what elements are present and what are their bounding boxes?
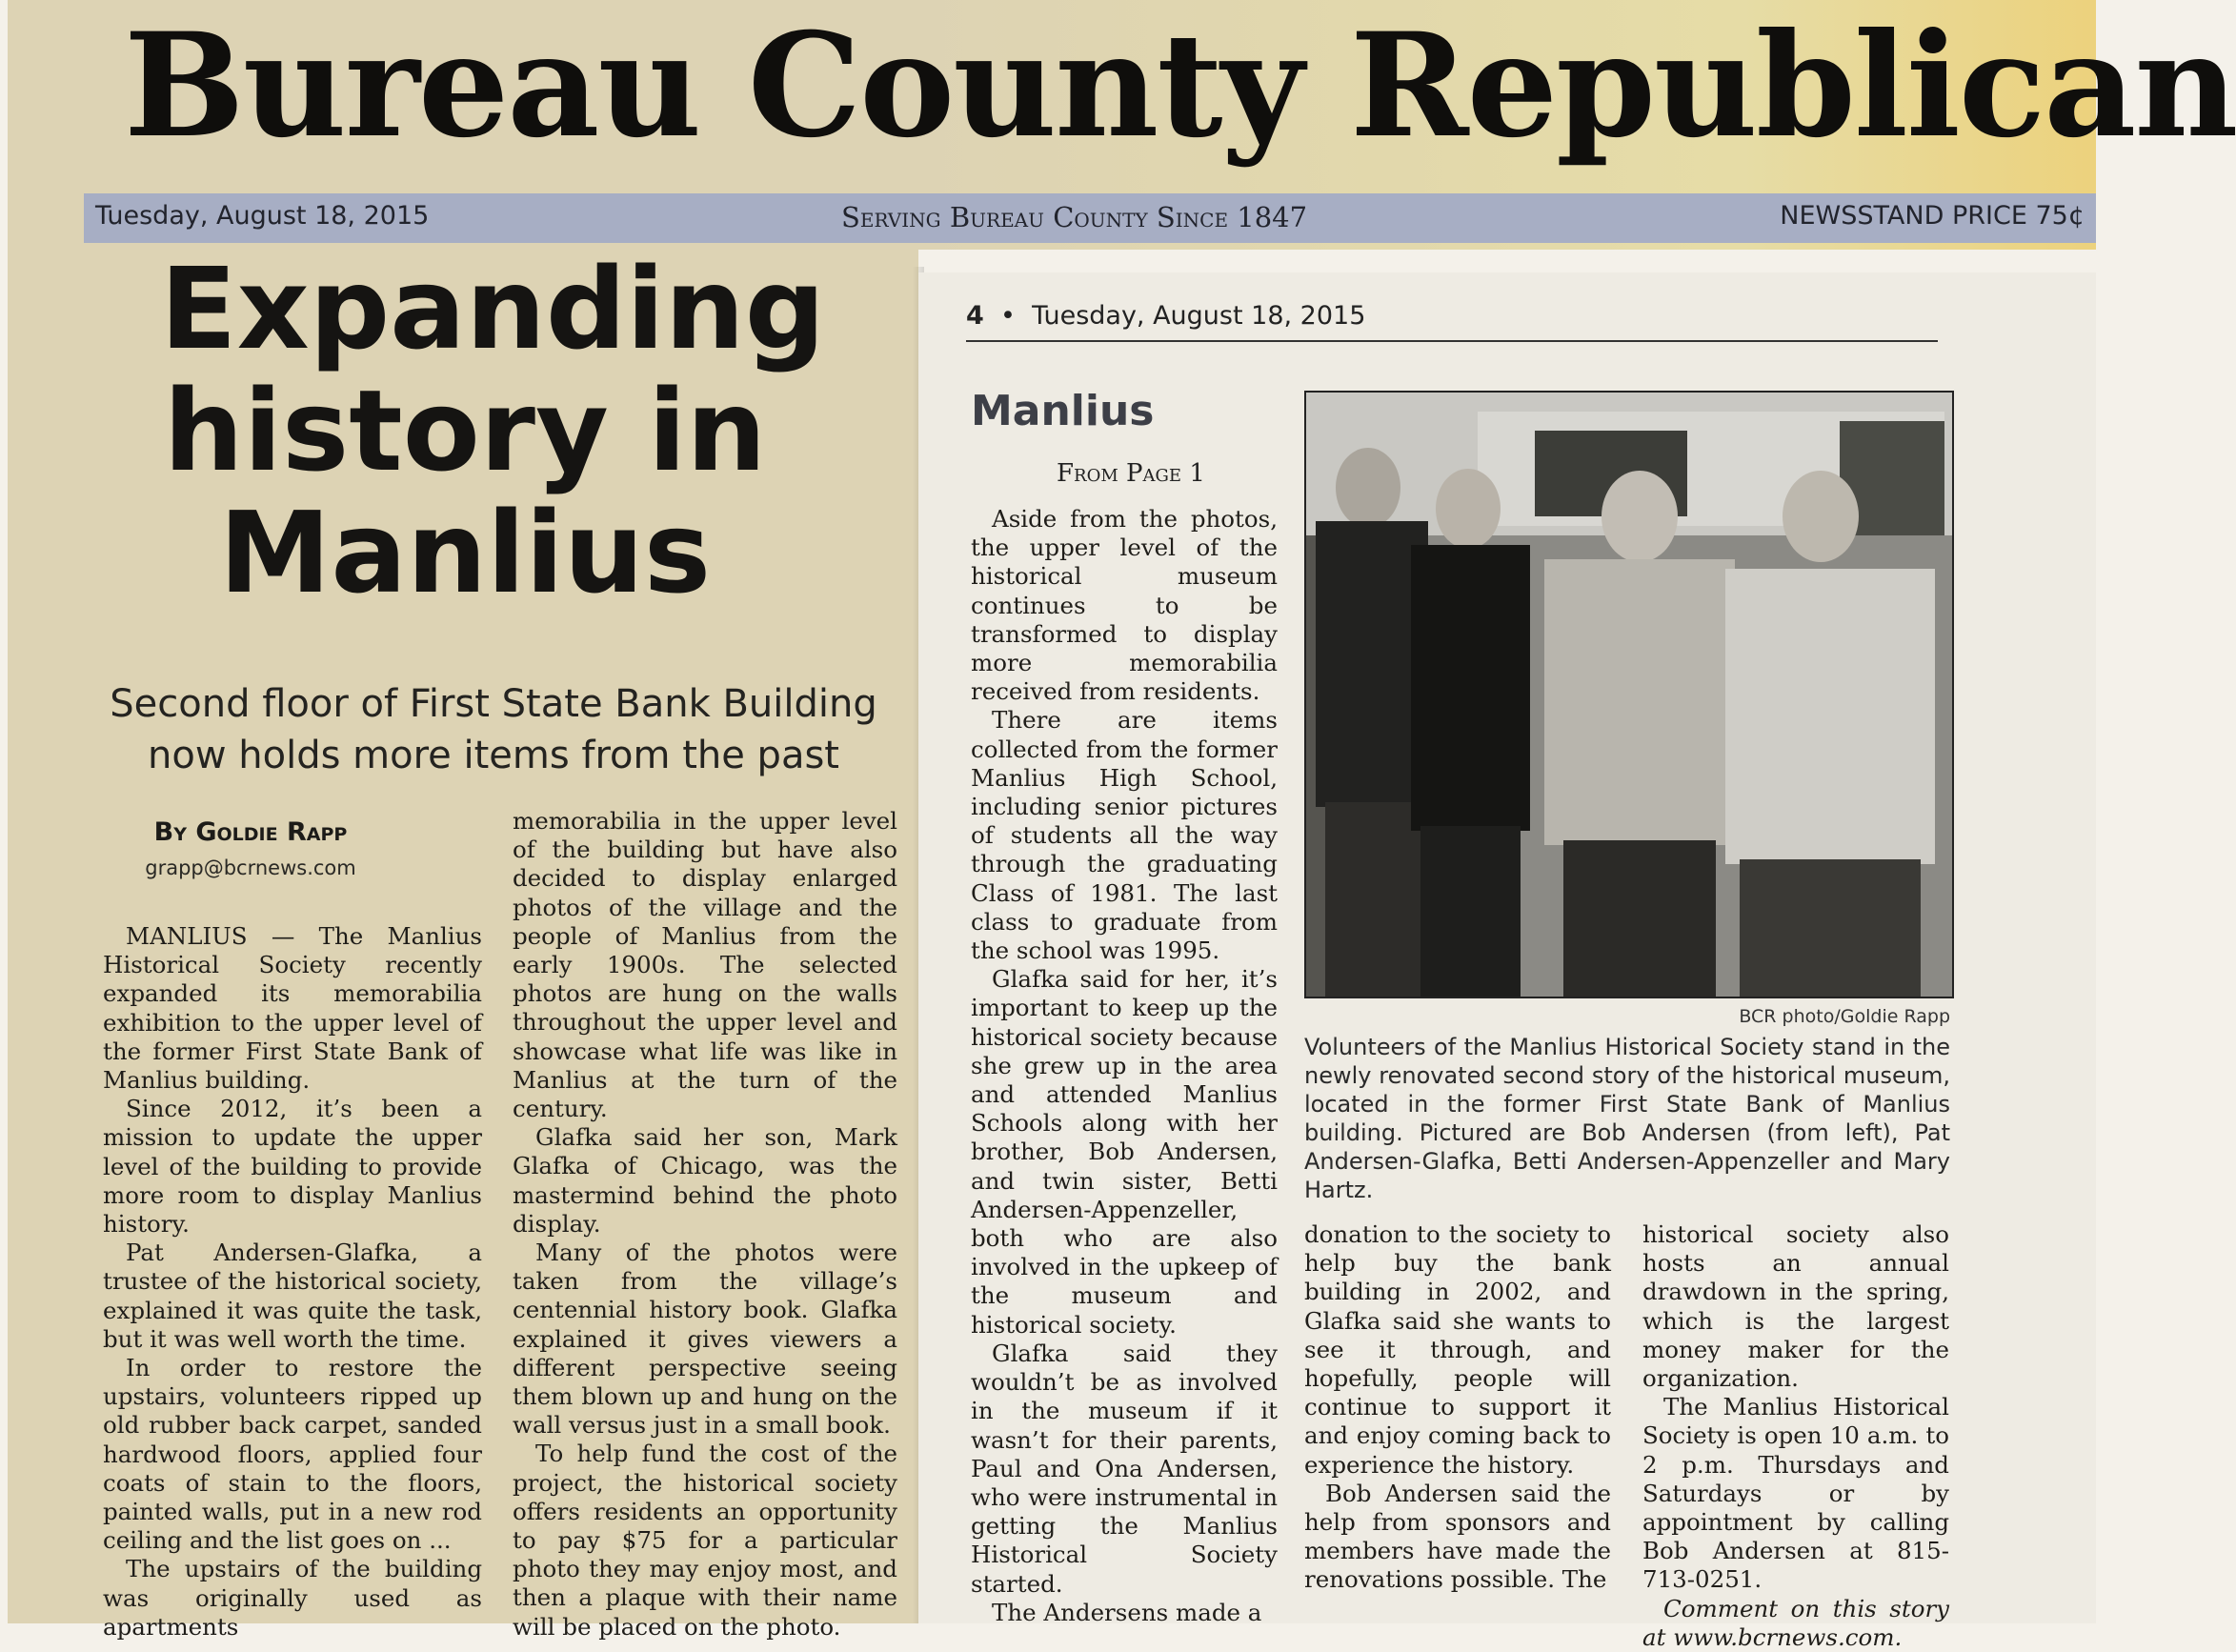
inside-article-column-3 (1642, 1220, 1949, 1652)
paragraph: Since 2012, it’s been a mission to update the upper level of the building to provide more room to display Manlius history. (103, 1095, 482, 1239)
paragraph: The Andersens made a (992, 1598, 1262, 1626)
byline-author: By Goldie Rapp (153, 817, 348, 847)
photo-illustration (1306, 393, 1952, 997)
section-title: Manlius (971, 387, 1155, 435)
paragraph: memorabilia in the upper level of the building but have also decided to display enlarged photos of the village and the people of Manlius from the early 1900s. The selected photos are hung on the walls throughout the upper level and showcase what life was like in Manlius at the turn of the century. (513, 807, 897, 1123)
subheadline: Second floor of First State Bank Building now holds more items from the past (110, 682, 877, 777)
paragraph: In order to restore the upstairs, volunteers ripped up old rubber back carpet, sanded hardwood floors, applied four coats of stain to the floors, painted walls, put in a new rod ceiling and the list goes on ... (103, 1354, 482, 1555)
paragraph: Many of the photos were taken from the village’s centennial history book. Glafka explained it gives viewers a different perspective seeing them blown up and hung on the wall versus just in a small book. (513, 1239, 897, 1440)
dateline-price: NEWSSTAND PRICE 75¢ (1780, 201, 2085, 231)
paragraph: Glafka said for her, it’s important to keep up the historical society because she grew up in the area and attended Manlius Schools along with her brother, Bob Andersen, and twin sister, Betti Andersen-Appenzeller, both who are also involved in the upkeep of the museum and historical society. (971, 965, 1278, 1339)
paragraph: Bob Andersen said the help from sponsors and members have made the renovations possible. The (1304, 1479, 1611, 1594)
paragraph: There are items collected from the former Manlius High School, including senior pictures of students all the way through the graduating Class of 1981. The last class to graduate from the school was 1995. (971, 706, 1278, 965)
dateline-bar (84, 193, 2096, 243)
paragraph: donation to the society to help buy the bank building in 2002, and Glafka said she wants to see it through, and hopefully, people will continue to support it and enjoy coming back to experience the history. (1304, 1220, 1611, 1479)
paragraph: Glafka said they wouldn’t be as involved in the museum if it wasn’t for their parents, Paul and Ona Andersen, who were instrumental in getting the Manlius Historical Society started. (971, 1339, 1278, 1598)
inside-article-column-2 (1304, 1220, 1611, 1595)
paragraph: MANLIUS — The Manlius Historical Society recently expanded its memorabilia exhibition to the upper level of the former First State Bank of Manlius building. (103, 922, 482, 1095)
paragraph: Glafka said her son, Mark Glafka of Chicago, was the mastermind behind the photo display. (513, 1123, 897, 1238)
jump-label: From Page 1 (1057, 459, 1205, 488)
masthead-title: Bureau County Republican (124, 2, 2236, 170)
volunteers-photo (1304, 391, 1954, 998)
paragraph: The upstairs of the building was originally used as apartments (103, 1555, 482, 1641)
inside-page-clipping (918, 272, 2096, 1651)
dateline-slogan: Serving Bureau County Since 1847 (841, 201, 1308, 233)
paragraph: Pat Andersen-Glafka, a trustee of the historical society, explained it was quite the task, but it was well worth the time. (103, 1239, 482, 1353)
dateline-date: Tuesday, August 18, 2015 (95, 201, 430, 231)
byline (108, 817, 393, 879)
page-header (966, 301, 1938, 342)
paragraph: To help fund the cost of the project, the historical society offers residents an opportunity to pay $75 for a particular photo they may enjoy most, and then a plaque with their name will be placed on the photo. (513, 1440, 897, 1641)
byline-email: grapp@bcrnews.com (145, 856, 356, 879)
front-article-column-1 (103, 922, 482, 1642)
photo-caption: Volunteers of the Manlius Historical Society stand in the newly renovated second story of the historical museum, located in the former First State Bank of Manlius building. Pictured are Bob Andersen (from left), Pat Andersen-Glafka, Betti Andersen-Appenzeller and Mary Hartz. (1304, 1034, 1950, 1203)
front-page-clipping (8, 0, 918, 1641)
paragraph: historical society also hosts an annual drawdown in the spring, which is the largest money maker for the organization. (1642, 1220, 1949, 1393)
page-number: 4 (966, 301, 984, 331)
front-article-column-2 (513, 807, 897, 1642)
comment-prompt: Comment on this story at www.bcrnews.com. (1642, 1594, 1949, 1651)
photo-credit: BCR photo/Goldie Rapp (1739, 1006, 1950, 1027)
page-date: Tuesday, August 18, 2015 (1032, 301, 1366, 331)
headline: Expanding history in Manlius (160, 243, 826, 618)
paragraph: Aside from the photos, the upper level of the historical museum continues to be transformed to display more memorabilia received from residents. (971, 505, 1278, 706)
paragraph: The Manlius Historical Society is open 10 a.m. to 2 p.m. Thursdays and Saturdays or by appointment by calling Bob Andersen at 815-713-0251. (1642, 1393, 1949, 1594)
inside-article-column-1 (971, 505, 1278, 1627)
bullet-separator: • (992, 301, 1024, 331)
